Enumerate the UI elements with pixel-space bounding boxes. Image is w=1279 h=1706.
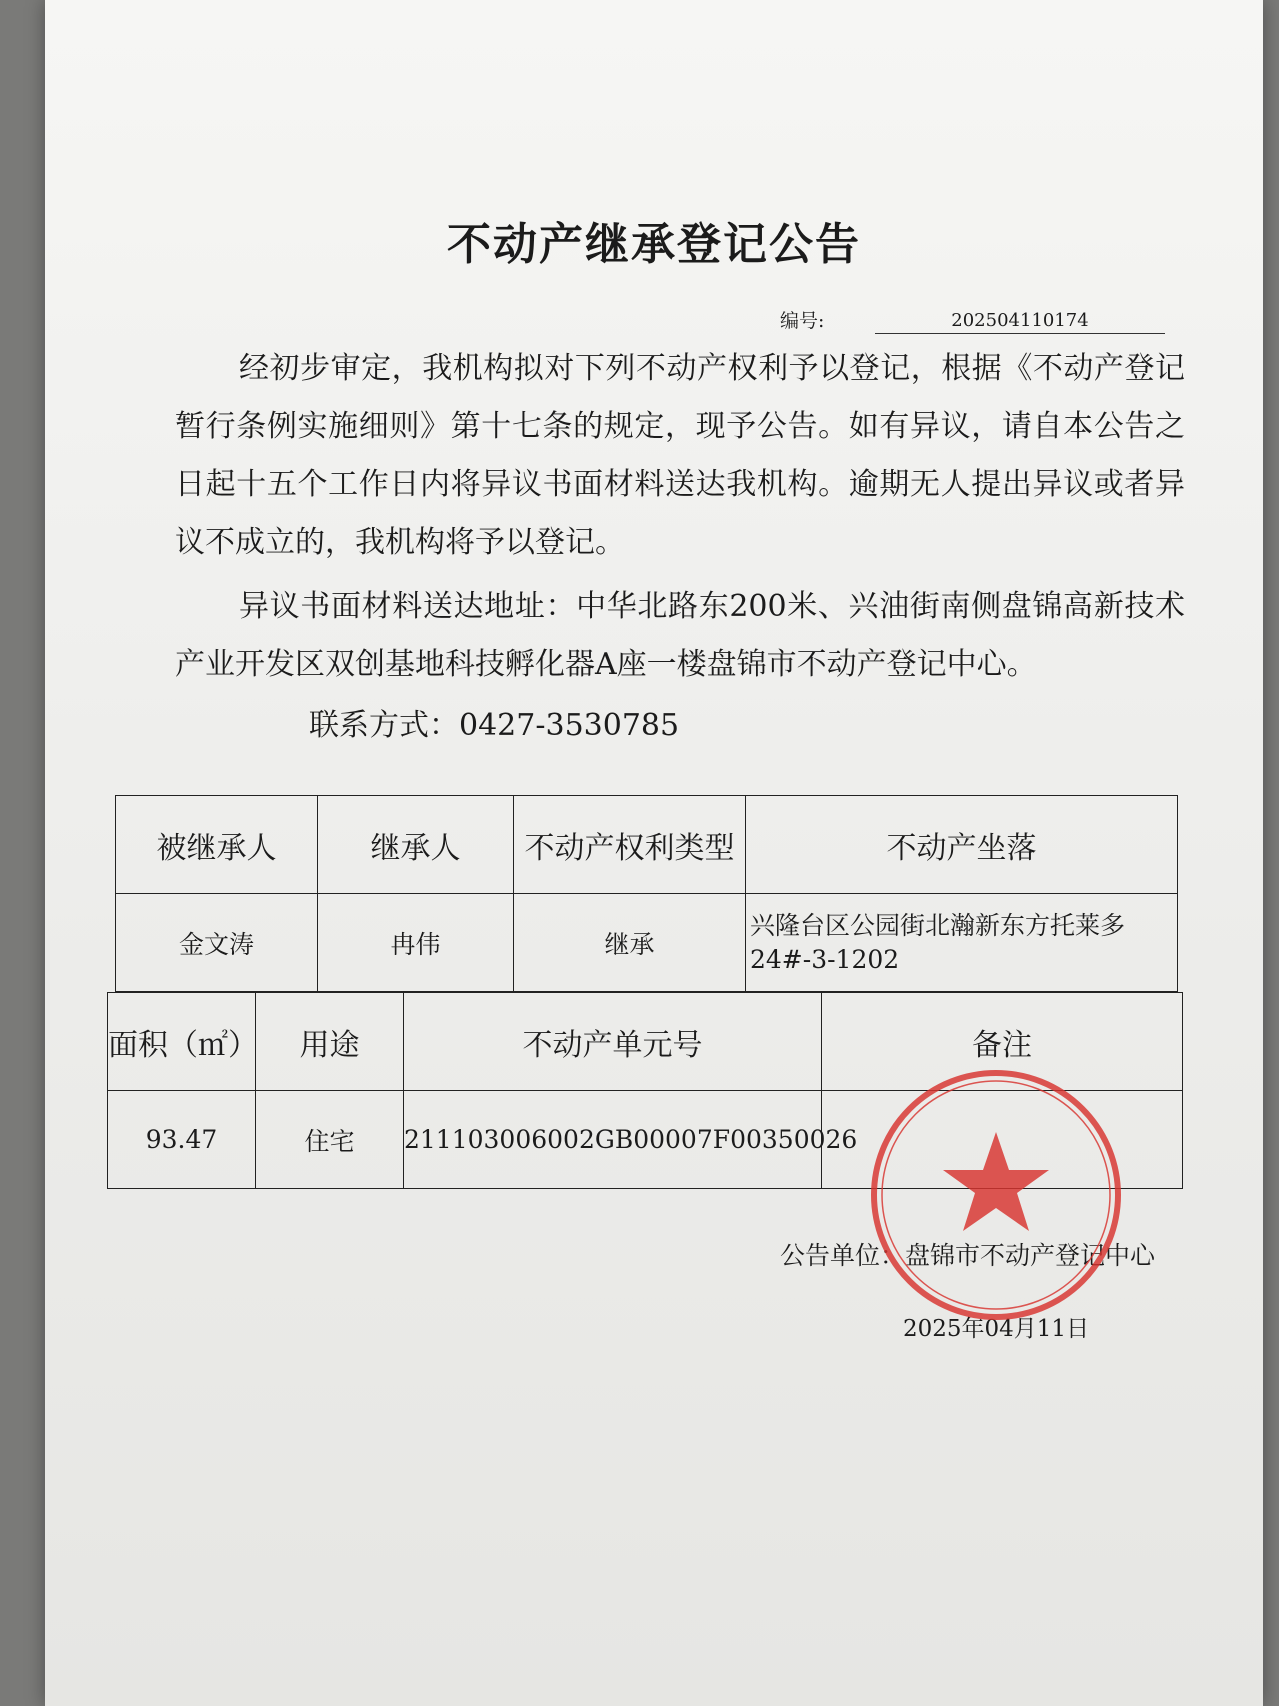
right-type: 继承 bbox=[514, 894, 746, 992]
area-value: 93.47 bbox=[108, 1091, 256, 1189]
official-seal-stamp bbox=[865, 1064, 1127, 1326]
header-location: 不动产坐落 bbox=[746, 796, 1178, 894]
inheritance-table bbox=[115, 795, 1178, 992]
header-unit-number: 不动产单元号 bbox=[404, 993, 822, 1091]
issuing-organization: 公告单位：盘锦市不动产登记中心 bbox=[780, 1241, 1156, 1270]
table-header-row bbox=[116, 796, 1178, 894]
heir-name: 冉伟 bbox=[318, 894, 514, 992]
unit-number-value: 211103006002GB00007F00350026 bbox=[404, 1091, 822, 1189]
header-remarks: 备注 bbox=[822, 993, 1183, 1091]
contact-info: 联系方式：0427-3530785 bbox=[309, 708, 680, 743]
header-heir: 继承人 bbox=[318, 796, 514, 894]
header-right-type: 不动产权利类型 bbox=[514, 796, 746, 894]
property-location: 兴隆台区公园街北瀚新东方托莱多24#-3-1202 bbox=[746, 894, 1178, 992]
header-area: 面积（㎡） bbox=[108, 993, 256, 1091]
notice-title: 不动产继承登记公告 bbox=[447, 219, 861, 270]
usage-value: 住宅 bbox=[256, 1091, 404, 1189]
header-decedent: 被继承人 bbox=[116, 796, 318, 894]
decedent-name: 金文涛 bbox=[116, 894, 318, 992]
notice-paper bbox=[45, 0, 1263, 1706]
notice-paragraph-1: 经初步审定，我机构拟对下列不动产权利予以登记，根据《不动产登记暂行条例实施细则》第十七条的规定，现予公告。如有异议，请自本公告之日起十五个工作日内将异议书面材料送达我机构。逾期无人提出异议或者异议不成立的，我机构将予以登记。 bbox=[175, 351, 1185, 560]
serial-label: 编号: bbox=[780, 310, 825, 332]
serial-number: 202504110174 bbox=[875, 310, 1165, 334]
header-usage: 用途 bbox=[256, 993, 404, 1091]
issue-date: 2025年04月11日 bbox=[903, 1316, 1090, 1342]
table-row bbox=[116, 894, 1178, 992]
notice-paragraph-2: 异议书面材料送达地址：中华北路东200米、兴油街南侧盘锦高新技术产业开发区双创基地科技孵化器A座一楼盘锦市不动产登记中心。 bbox=[175, 589, 1185, 682]
